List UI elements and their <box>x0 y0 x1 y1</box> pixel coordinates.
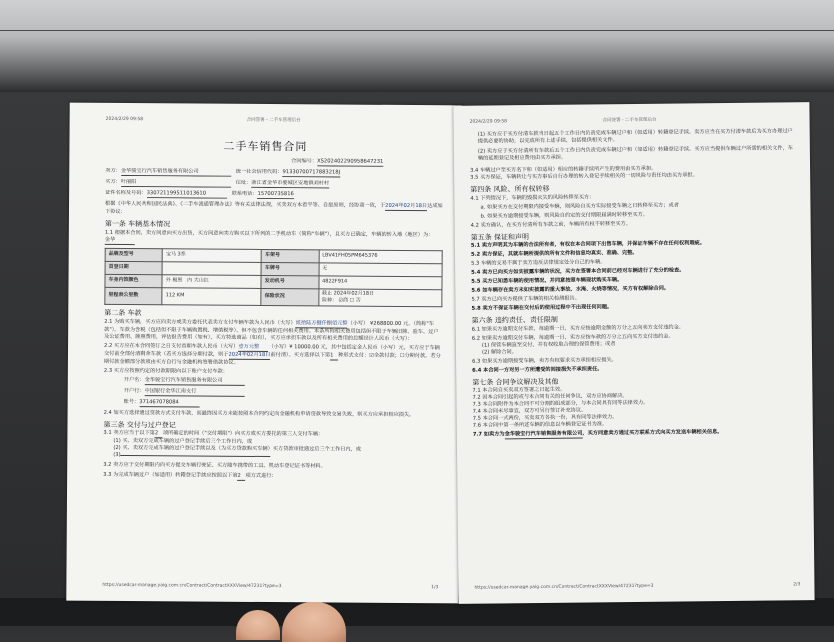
vehicle-color: 外 极黑 内 大山红 <box>162 274 261 288</box>
seller-name: 金华骏宝行汽车销售服务有限公司 <box>121 168 231 177</box>
contract-date: 2024年02月18日 <box>385 203 427 211</box>
payment-deadline: 2024年02月18日 <box>228 351 270 359</box>
section-6-heading: 第六条 违约责任、责任限制 <box>471 315 558 325</box>
party-info: 合同编号：XS202402290958647231 卖方：金华骏宝行汽车销售服务有限公司 统一社会信用代码：91330700717883218J 买方：叶丽阳 住址：浙江省金华市婺城区安地镇刘村村 证件名称及号码：330721199511013610 联系电话：15700735816 根据《中华人民共和国民法典》、《二手车流通管理办法》等有关法律法规，买卖双方本着平等、自愿原则，经协商一致，于2024年02月18日达成如下协议： 第一条 车辆基本情况 1.1 根据本合同，卖方同意向买方出售，买方同意向卖方购买以下所列的二手机动车（简称"车辆"），且买方已确定，车辆的转入地（地区）为：金华 品牌及型号 宝马 3系 车架号 LBV41FH05PM645376 首登日期 车牌号 无 车身内饰颜色 外 极黑 内 大山红 发动机号 4822F914 里程表公里数 112 KM 保险状况 截止 2024年02月18日 险种： ☑商 ☐ 否 第二条 车款 2.1 为购买车辆，买方应向卖方或卖方委托代表卖方支付车辆车款为人民币（大写）贰拾陆万捌仟捌佰元整（小写） ¥268800.00 元。（简称"车款"）。车款为含税（包括但不限于车辆购置税、增值税等），但不包含车辆的任何相关费用。本条所称相关费用包括但不限于车辆旧牌、验车、过户及公证费用、牌照费用，评估报告费用（如有），买方特选商品（如有），买方应承担车款以及所有相关费用的总额经计人民币（大写）： 2.2 买方应在本合同签订之日支付首期车款人民币（大写）壹万元整 （小写）¥ 10000.00 元，其中包括定金人民币（小写）元，买方应于车辆交付前全部付清剩余车款（若买方选择分期付款，则于2024年02月18日前付清）。买方选择以下第1 种形式支付：☑全款付款；☐分期付款。若分期付款金额部分款项由买方自行与金融机构签署借款协议。 2.3 买方应按照约定的付款期限向以下账户支付车款： 开户名：金华骏宝行汽车销售服务有限公司 开户行：中国银行金华江南支行 账号：371467078084 2.4 如买方选择通过贷款方式支付车款，而最终因买方未能按照本合同约定向金融机构申请贷款导致交易失败，则买方应承担相应损失。 第三条 交付与过户登记 3.1 卖方应当于以下第2 项所确定的时间（"交付期限"）向买方或买方委托的第三人交付车辆： (1) 买、卖双方完成车辆的过户登记手续后三个工作日内，或 (2) 买、卖双方完成车辆的过户登记手续以及（为买方贷款购买车辆）买方贷款审批通过后三个工作日内，或 (3) 3.2 卖方应于交付期限内向买方提交车辆行驶证、买方随车携带的工具、机动车登记证书等材料。 3.3 为完成车辆过户（如适用）转籍登记手续应按照以下第2 项方式进行： <box>103 158 443 480</box>
bank-name: 中国银行金华江南支行 <box>144 388 244 397</box>
total-price-clause: ¥268800.00 元。（简称"车款"）。车款为含税（包括但不限于车辆购置税、增值税等），但不包含车辆的任何相关费用。本条所称相关费用包括但不限于车辆旧牌、验车、过户及公证费用、牌照费用，评估报告费用（如有），买方特选商品（如有），买方应承担车款以及所有相关费用的总额经计人民币（大写）： <box>104 320 439 342</box>
vehicle-brand: 宝马 3系 <box>162 248 261 262</box>
section-5-heading: 第五条 保证和声明 <box>470 232 530 242</box>
page-number: 1/3 <box>431 585 439 591</box>
contract-page-1 <box>66 103 461 604</box>
section-1-heading: 第一条 车辆基本情况 <box>104 219 171 229</box>
desk-line <box>0 30 834 31</box>
desk-background-top <box>0 0 834 92</box>
mileage: 112 KM <box>162 287 261 305</box>
section-4-heading: 第四条 风险、所有权转移 <box>470 184 550 194</box>
contract-title: 二手车销售合同 <box>223 139 308 154</box>
first-registration-date <box>162 261 261 275</box>
buyer-address: 浙江省金华市婺城区安地镇刘村村 <box>251 180 329 189</box>
contract-number: XS202402290958647231 <box>317 158 383 166</box>
bank-account-info: 开户名：金华骏宝行汽车销售服务有限公司 开户行：中国银行金华江南支行 账号：371467078084 <box>104 376 442 408</box>
page-number: 2/3 <box>793 582 801 588</box>
header-title: 合同签署 - 二手车管理后台 <box>602 117 657 124</box>
contract-page-2 <box>453 102 814 604</box>
section-7-heading: 第七条 合同争议解决及其他 <box>472 377 559 387</box>
header-title: 合同签署 - 二手车管理后台 <box>246 117 301 124</box>
seller-credit-code: 91330700717883218J <box>282 169 340 177</box>
vehicle-info-table: 品牌及型号 宝马 3系 车架号 LBV41FH05PM645376 首登日期 车牌号 无 车身内饰颜色 外 极黑 内 大山红 发动机号 4822F914 里程表公里数 112 KM 保险状况 截止 2024年02月18日 险种： ☑商 ☐ 否 <box>104 247 442 307</box>
account-number: 371467078084 <box>139 399 199 407</box>
vehicle-vin: LBV41FH05PM645376 <box>319 249 442 263</box>
footer-url: https://usedcar-manage.yaig.com.cn/Contract/ContractXXXView/47231?type=3 <box>102 582 282 590</box>
plate-number: 无 <box>319 262 442 276</box>
transfer-region: 金华 <box>105 236 135 244</box>
section-2-heading: 第二条 车款 <box>104 308 142 318</box>
buyer-phone: 15700735816 <box>257 191 293 199</box>
account-name: 金华骏宝行汽车销售服务有限公司 <box>145 377 245 386</box>
page-header <box>105 116 442 124</box>
page-2-body: (1) 买方应于买方付清车款当日起五个工作日内负责完成车辆过户和（如适用）转籍登记手续。卖方应当在买方付清车款后为买方办理过户提供必要的协助，以完成所有上述手续，包括提供相关文件。 (2) 卖方应于买方付清所有车款后五个工作日内负责完成车辆过户和（如适用）转籍登记手续。买方应当提供车辆过户所需的相关文件，车辆的延期登记及相应费用由买方承担。 3.4 车辆过户至买方名下和（如适用）相应的转籍手续所产生的费用由买方承担。 3.5 买方保证，车辆转让与买方事后自行办理的转入登记手续相关的一切风险与责任均由买方承担。 第四条 风险、所有权转移 4.1 下列情况下，车辆的毁损灭失的风险转移至买方： a. 如果买方在交付期限内接受车辆，则风险自买方实际接受车辆之日转移至买方；或者 b. 如果买方逾期接受车辆，则风险自约定的交付期限届满时转移至买方。 4.2 卖方确认，在买方付清所有车款之前，车辆所有权不转移至买方。 第五条 保证和声明 5.1 卖方声明其为车辆的合法所有者，有权在本合同项下出售车辆，并保证车辆不存在任何权利瑕疵。 5.2 卖方保证，其就车辆所提供的所有文件和信息均真实、准确、完整。 5.3 车辆的交易不属于卖方违反法律规定处分自己的车辆。 5.4 卖方已向买方如实披露车辆的状况，买方在签署本合同前已经对车辆进行了充分的检查。 5.5 买方已知悉车辆的使用情况，并同意按照车辆现状购买车辆。 5.6 如车辆存在卖方未如实披露的重大事故、水淹、火烧等情况，买方有权解除合同。 5.7 卖方已向买方提供了车辆的相关检测报告。 5.8 卖方不保证车辆在交付后的使用过程中不出现任何问题。 第六条 违约责任、责任限制 6.1 如果买方逾期支付车款，每逾期一日，买方应按逾期金额的万分之五向卖方支付违约金。 6.2 如果卖方逾期交付车辆，每逾期一日，卖方应按车款的万分之五向买方支付违约金。 (1) 保管车辆直至交付，并有权收取合理的保管费用；或者 (2) 解除合同。 6.3 如果买方逾期接受车辆，卖方有权要求买方承担相应损失。 6.4 本合同一方对另一方所遭受的间接损失不承担责任。 第七条 合同争议解决及其他 7.1 本合同自买卖双方签署之日起生效。 7.2 因本合同引起的或与本合同有关的任何争议，双方应协商解决。 7.3 本合同附件为本合同不可分割的组成部分，与本合同具有同等法律效力。 7.4 本合同未尽事宜，双方可另行签订补充协议。 7.5 本合同一式两份，买卖双方各执一份，具有同等法律效力。 7.6 本合同中第一条所述车辆的信息以车辆登记证书为准。 7.7 如卖方为金华骏宝行汽车销售服务有限公司，买方同意卖方通过买方联系方式向买方发送车辆相关信息。 <box>470 128 799 440</box>
page-footer <box>474 582 800 591</box>
total-price-words: 贰拾陆万捌仟捌佰元整 <box>296 320 348 328</box>
insurance-status: 截止 2024年02月18日 险种： ☑商 ☐ 否 <box>318 288 442 306</box>
deposit-amount: ¥ 10000.00 元，其中包括定金人民币（小写） <box>289 343 399 351</box>
header-date: 2024/2/29 09:58 <box>105 116 144 123</box>
footer-url: https://usedcar-manage.yaig.com.cn/Contract/ContractXXXView/47231?type=3 <box>474 583 654 591</box>
header-date: 2024/2/29 09:58 <box>469 119 508 125</box>
buyer-name: 叶丽阳 <box>121 179 231 188</box>
deposit-words: 壹万元整 <box>238 343 268 351</box>
engine-number: 4822F914 <box>319 275 442 289</box>
seller-name-clause: 金华骏宝行汽车销售服务有限公司 <box>505 431 583 440</box>
page-header <box>469 116 790 125</box>
page-footer <box>102 583 438 591</box>
buyer-id-number: 330721199511013610 <box>147 190 227 199</box>
section-3-heading: 第三条 交付与过户登记 <box>103 420 176 430</box>
